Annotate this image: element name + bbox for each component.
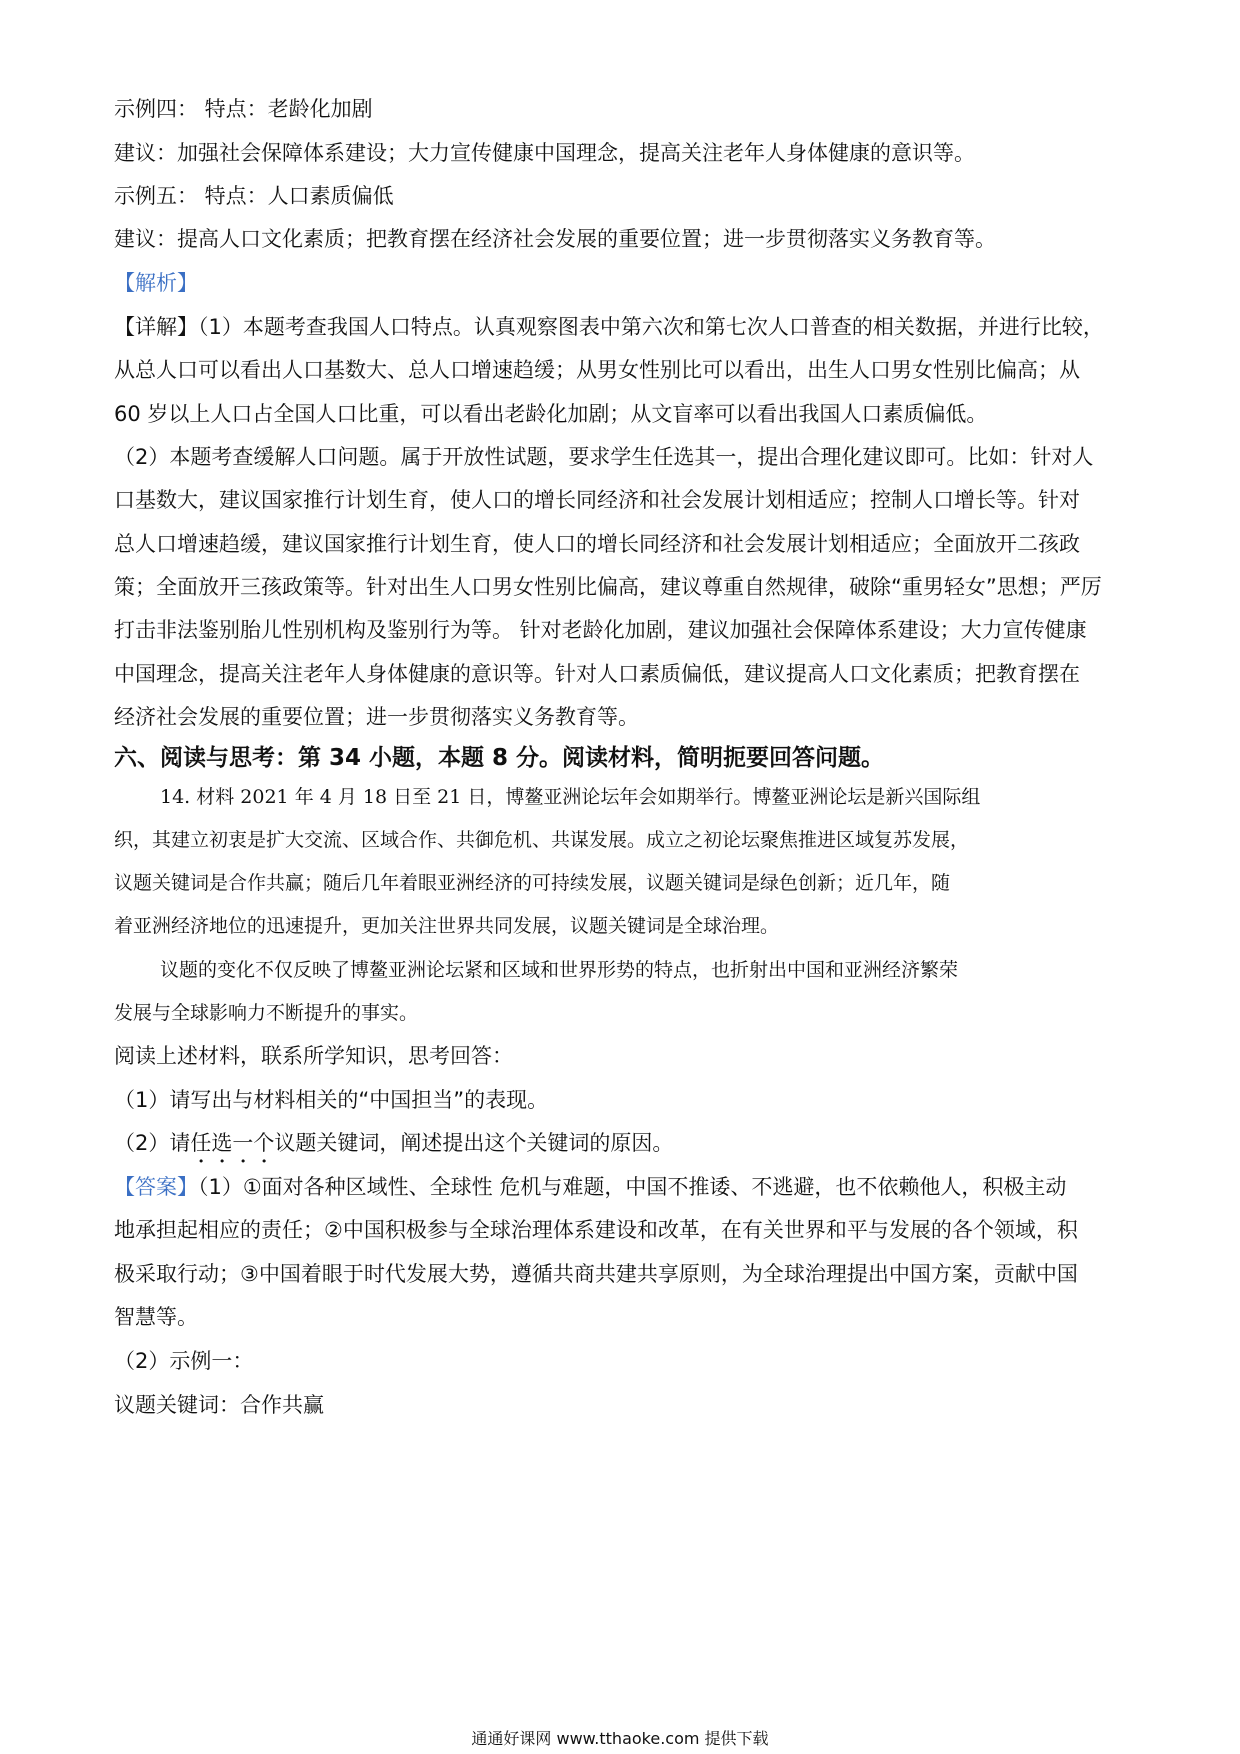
detail-line-9: 中国理念，提高关注老年人身体健康的意识等。针对人口素质偏低，建议提高人口文化素质；把教育摆在 xyxy=(114,662,1080,686)
detail-line-3: 60 岁以上人口占全国人口比重，可以看出老龄化加剧；从文盲率可以看出我国人口素质偏低。 xyxy=(114,402,988,426)
answer-line-2: 地承担起相应的责任；②中国积极参与全球治理体系建设和改革，在有关世界和平与发展的各个领域，积 xyxy=(114,1218,1078,1242)
example-five-advice: 建议：提高人口文化素质；把教育摆在经济社会发展的重要位置；进一步贯彻落实义务教育等。 xyxy=(114,227,996,251)
detail-line-5: 口基数大，建议国家推行计划生育，使人口的增长同经济和社会发展计划相适应；控制人口增长等。针对 xyxy=(114,488,1080,512)
question-2-start: （2）请 xyxy=(114,1131,191,1155)
detail-line-6: 总人口增速趋缓，建议国家推行计划生育，使人口的增长同经济和社会发展计划相适应；全面放开二孩政 xyxy=(114,532,1080,556)
question-prompt: 阅读上述材料，联系所学知识，思考回答： xyxy=(114,1044,513,1068)
analysis-label: 【解析】 xyxy=(114,271,198,295)
material-line-4: 着亚洲经济地位的迅速提升，更加关注世界共同发展，议题关键词是全球治理。 xyxy=(114,915,780,937)
material-line-2: 织，其建立初衷是扩大交流、区域合作、共御危机、共谋发展。成立之初论坛聚焦推进区域复苏发展， xyxy=(114,829,970,851)
material-line-6: 发展与全球影响力不断提升的事实。 xyxy=(114,1002,419,1024)
detail-line-2: 从总人口可以看出人口基数大、总人口增速趋缓；从男女性别比可以看出，出生人口男女性别比偏高；从 xyxy=(114,358,1080,382)
answer-line-5: （2）示例一： xyxy=(114,1349,254,1373)
detail-line-1 xyxy=(114,312,1104,342)
detail-line-4: （2）本题考查缓解人口问题。属于开放性试题，要求学生任选其一，提出合理化建议即可。比如：针对人 xyxy=(114,445,1094,469)
example-four: 示例四： 特点：老龄化加剧 xyxy=(114,97,373,121)
footer-source: 通通好课网 www.tthaoke.com 提供下载 xyxy=(471,1729,769,1748)
answer-line-3: 极采取行动；③中国着眼于时代发展大势，遵循共商共建共享原则，为全球治理提出中国方案，贡献中国 xyxy=(114,1262,1078,1286)
example-four-advice: 建议：加强社会保障体系建设；大力宣传健康中国理念，提高关注老年人身体健康的意识等。 xyxy=(114,141,975,165)
answer-line-6: 议题关键词：合作共赢 xyxy=(114,1393,324,1417)
detail-line-7: 策；全面放开三孩政策等。针对出生人口男女性别比偏高，建议尊重自然规律，破除“重男轻女”思想；严厉 xyxy=(114,575,1102,599)
detail-line-8: 打击非法鉴别胎儿性别机构及鉴别行为等。 针对老龄化加剧，建议加强社会保障体系建设；大力宣传健康 xyxy=(114,618,1087,642)
example-five: 示例五： 特点：人口素质偏低 xyxy=(114,184,394,208)
material-line-3: 议题关键词是合作共赢；随后几年着眼亚洲经济的可持续发展，议题关键词是绿色创新；近几年，随 xyxy=(114,872,951,894)
question-1: （1）请写出与材料相关的“中国担当”的表现。 xyxy=(114,1088,549,1112)
section-six-heading: 六、阅读与思考：第 34 小题，本题 8 分。阅读材料，简明扼要回答问题。 xyxy=(114,745,885,771)
detail-text-1: （1）本题考查我国人口特点。认真观察图表中第六次和第七次人口普查的相关数据，并进行比较， xyxy=(198,315,1104,339)
answer-text-1: （1）①面对各种区域性、全球性 危机与难题，中国不推诿、不逃避，也不依赖他人，积极主动 xyxy=(198,1175,1067,1199)
detail-line-10: 经济社会发展的重要位置；进一步贯彻落实义务教育等。 xyxy=(114,705,639,729)
material-line-5: 议题的变化不仅反映了博鳌亚洲论坛紧和区域和世界形势的特点，也折射出中国和亚洲经济繁荣 xyxy=(160,959,959,981)
answer-line-4: 智慧等。 xyxy=(114,1305,198,1329)
answer-label: 【答案】 xyxy=(114,1175,198,1199)
material-line-1: 14. 材料 2021 年 4 月 18 日至 21 日，博鳌亚洲论坛年会如期举行。博鳌亚洲论坛是新兴国际组 xyxy=(160,786,981,808)
question-2-end: 议题关键词，阐述提出这个关键词的原因。 xyxy=(274,1131,674,1155)
question-2 xyxy=(114,1128,673,1168)
detail-label: 【详解】 xyxy=(114,315,198,339)
question-2-emphasis: 任选一个 xyxy=(190,1131,275,1155)
answer-line-1 xyxy=(114,1172,1066,1202)
